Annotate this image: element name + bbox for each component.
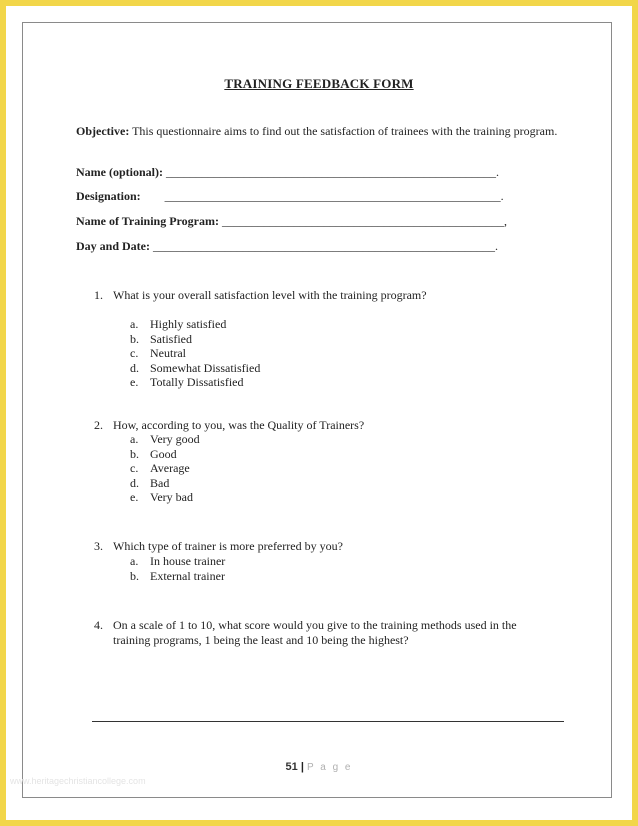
field-day-date[interactable] (76, 239, 566, 254)
question-text: What is your overall satisfaction level with the training program? (113, 288, 427, 302)
option-d[interactable] (130, 361, 260, 376)
option-label: In house trainer (150, 554, 226, 568)
field-name-label: Name (optional): (76, 165, 163, 179)
option-label: Very bad (150, 490, 193, 505)
form-title: TRAINING FEEDBACK FORM (224, 76, 414, 91)
option-a[interactable] (130, 554, 225, 569)
option-label: Totally Dissatisfied (150, 375, 244, 390)
option-label: Bad (150, 475, 170, 490)
question-number: 2. (94, 418, 103, 432)
option-letter: b. (130, 568, 139, 583)
option-c[interactable] (130, 461, 200, 476)
page-word: P a g e (306, 762, 353, 773)
question-number: 1. (94, 288, 103, 302)
field-training-program-blank[interactable]: _______________________________________________, (218, 214, 507, 228)
option-label: External trainer (150, 568, 225, 583)
field-name[interactable] (76, 165, 566, 180)
question-text-line2: training programs, 1 being the least and 10 being the highest? (113, 633, 409, 647)
field-day-date-blank[interactable]: _________________________________________________________. (150, 239, 498, 253)
option-letter: e. (130, 375, 139, 390)
option-label: Highly satisfied (150, 317, 227, 331)
option-letter: e. (130, 490, 139, 505)
question-number: 3. (94, 539, 103, 553)
footer-separator: | (297, 761, 307, 773)
option-label: Average (150, 461, 190, 476)
question-3 (94, 539, 564, 554)
option-c[interactable] (130, 346, 260, 361)
question-2-options (130, 432, 200, 505)
answer-line[interactable] (92, 721, 564, 722)
option-e[interactable] (130, 375, 260, 390)
option-label: Somewhat Dissatisfied (150, 360, 261, 375)
option-a[interactable] (130, 317, 260, 332)
question-1 (94, 288, 564, 303)
question-number: 4. (94, 618, 103, 632)
page-number: 51 (285, 761, 298, 773)
option-letter: c. (130, 461, 139, 476)
option-letter: d. (130, 360, 139, 375)
field-day-date-label: Day and Date: (76, 239, 150, 253)
option-label: Neutral (150, 346, 186, 361)
field-designation-label: Designation: (76, 189, 141, 203)
watermark-text: www.heritagechristiancollege.com (10, 776, 146, 786)
option-letter: c. (130, 346, 139, 361)
question-2 (94, 418, 564, 433)
option-a[interactable] (130, 432, 200, 447)
question-3-options (130, 554, 225, 583)
option-letter: a. (130, 317, 139, 331)
option-letter: b. (130, 446, 139, 461)
question-text: How, according to you, was the Quality of Trainers? (113, 418, 365, 432)
objective-paragraph (76, 124, 562, 139)
option-d[interactable] (130, 476, 200, 491)
page-footer (0, 761, 638, 773)
question-4 (94, 618, 564, 648)
option-letter: a. (130, 554, 139, 568)
objective-label: Objective: (76, 124, 130, 138)
option-b[interactable] (130, 447, 200, 462)
option-b[interactable] (130, 569, 225, 584)
option-letter: a. (130, 432, 139, 446)
option-e[interactable] (130, 490, 200, 505)
field-training-program[interactable] (76, 214, 566, 229)
option-letter: b. (130, 331, 139, 346)
field-designation[interactable] (76, 189, 566, 204)
option-label: Satisfied (150, 331, 192, 346)
question-text-line1: On a scale of 1 to 10, what score would you give to the training methods used in the (113, 618, 517, 632)
field-training-program-label: Name of Training Program: (76, 214, 219, 228)
question-text: Which type of trainer is more preferred by you? (113, 539, 343, 553)
option-b[interactable] (130, 332, 260, 347)
field-designation-blank[interactable]: ________________________________________________________. (140, 189, 504, 203)
option-label: Very good (150, 432, 200, 446)
objective-text: This questionnaire aims to find out the satisfaction of trainees with the training program. (129, 124, 558, 138)
field-name-blank[interactable]: _______________________________________________________. (163, 165, 499, 179)
option-letter: d. (130, 475, 139, 490)
question-1-options (130, 317, 260, 390)
option-label: Good (150, 446, 177, 461)
